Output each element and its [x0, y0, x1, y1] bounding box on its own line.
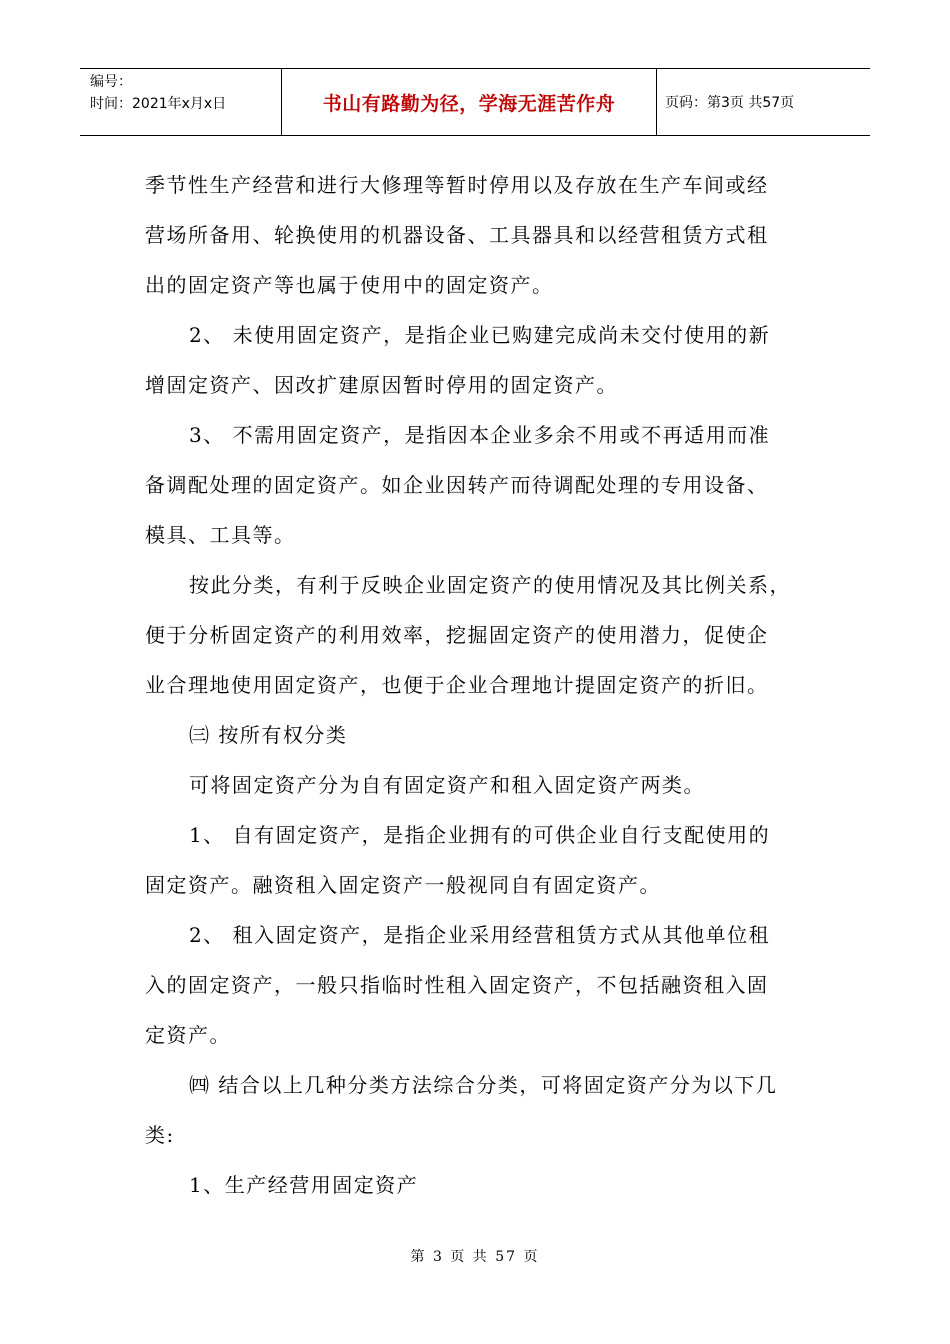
text-line: 1、生产经营用固定资产	[189, 1173, 419, 1197]
text-line: 营场所备用、轮换使用的机器设备、工具器具和以经营租赁方式租	[145, 223, 769, 247]
header-page-cell	[657, 69, 870, 135]
page-header	[80, 68, 870, 136]
page-footer: 第 3 页 共 57 页	[410, 1249, 540, 1265]
document-number-label: 编号：	[90, 74, 132, 90]
text-line: 业合理地使用固定资产，也便于企业合理地计提固定资产的折旧。	[145, 673, 769, 697]
text-line: 季节性生产经营和进行大修理等暂时停用以及存放在生产车间或经	[145, 173, 769, 197]
section-heading: ㈢ 按所有权分类	[189, 723, 348, 747]
text-line: 1、 自有固定资产，是指企业拥有的可供企业自行支配使用的	[189, 823, 771, 847]
text-line: 出的固定资产等也属于使用中的固定资产。	[145, 273, 554, 297]
header-motto: 书山有路勤为径，学海无涯苦作舟	[322, 92, 616, 115]
header-motto-cell	[282, 69, 657, 135]
text-line: 2、 未使用固定资产，是指企业已购建完成尚未交付使用的新	[189, 323, 771, 347]
text-line: 定资产。	[145, 1023, 231, 1047]
text-line: 2、 租入固定资产，是指企业采用经营租赁方式从其他单位租	[189, 923, 771, 947]
text-line: 便于分析固定资产的利用效率，挖掘固定资产的使用潜力，促使企	[145, 623, 769, 647]
text-line: 入的固定资产，一般只指临时性租入固定资产，不包括融资租入固	[145, 973, 769, 997]
section-heading: ㈣ 结合以上几种分类方法综合分类，可将固定资产分为以下几	[189, 1073, 778, 1097]
text-line: 3、 不需用固定资产，是指因本企业多余不用或不再适用而准	[189, 423, 771, 447]
text-line: 模具、工具等。	[145, 523, 296, 547]
text-line: 固定资产。融资租入固定资产一般视同自有固定资产。	[145, 873, 661, 897]
text-line: 增固定资产、因改扩建原因暂时停用的固定资产。	[145, 373, 618, 397]
header-meta	[80, 69, 282, 135]
text-line: 按此分类，有利于反映企业固定资产的使用情况及其比例关系，	[189, 573, 791, 597]
text-line: 备调配处理的固定资产。如企业因转产而待调配处理的专用设备、	[145, 473, 769, 497]
text-line: 可将固定资产分为自有固定资产和租入固定资产两类。	[189, 773, 705, 797]
text-line: 类:	[145, 1123, 175, 1147]
header-page-info: 页码：第3页 共57页	[665, 95, 795, 111]
document-date: 时间：2021年x月x日	[90, 96, 227, 112]
document-body	[145, 160, 825, 1210]
